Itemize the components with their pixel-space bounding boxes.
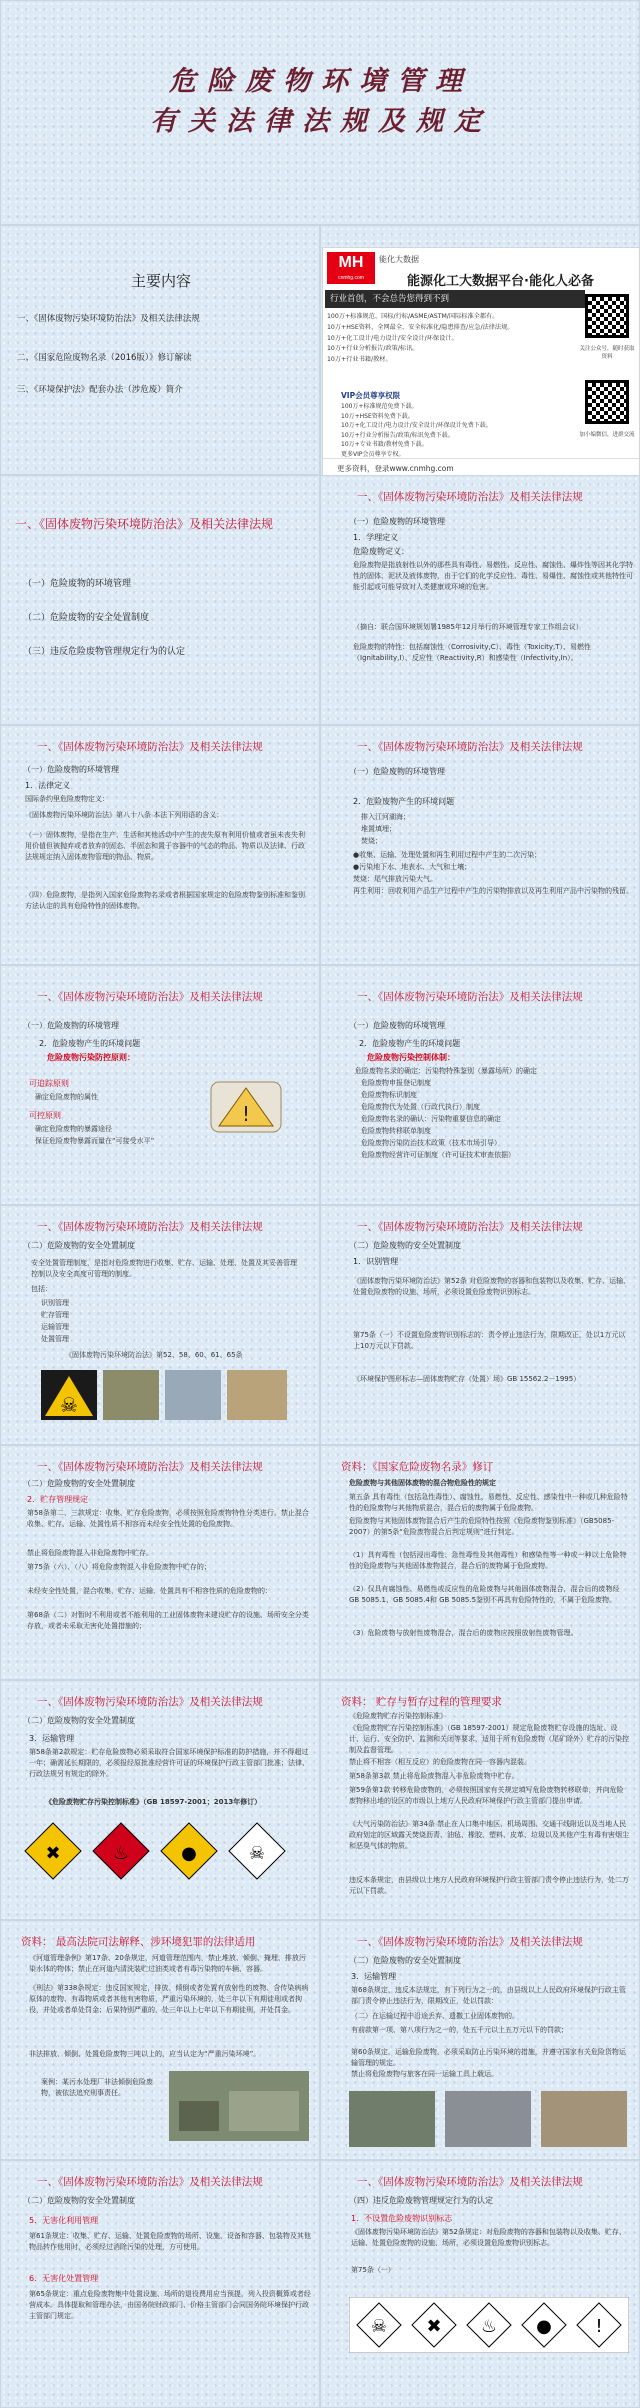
s9-sub: （二）危险废物的安全处置制度 — [23, 1479, 135, 1488]
svg-text:♨: ♨ — [480, 2316, 498, 2337]
s10-line-6: （3）危险废物与放射性废物混合，混合后的废物应按照放射性废物管理。 — [349, 1629, 578, 1637]
s3-line-4: （一）固体废物，是指在生产、生活和其他活动中产生的丧失原有利用价值或者虽未丧失利用价值但被抛弃或者放弃的固态、半固态和置于容器中的气态的物品、物质以及法律、行政法规规定纳入固体废物管理的物品、物质。 — [25, 831, 305, 861]
s11-line-3: 《危险废物贮存污染控制标准》（GB 18597-2001；2013年修订） — [45, 1798, 262, 1806]
transport-photos-row — [349, 2091, 629, 2147]
s8-line-4: 《环境保护图形标志—固体废物贮存（处置）场》GB 15562.2－1995） — [353, 1375, 581, 1383]
ad-feature-2: 10万+HSE资料，全网最全、安全标准化/隐患排查/应急/法律法规。 — [327, 323, 514, 331]
vip-item-3: 10万+化工设计/电力设计/安全设计/环保设计免费下载。 — [341, 422, 492, 429]
s1-item-1: （一）危险废物的环境管理 — [23, 579, 132, 589]
s4-line-5: ●收集、运输、处理处置和再生利用过程中产生的二次污染； — [353, 851, 542, 859]
s4-sub: （一）危险废物的环境管理 — [349, 767, 445, 776]
s6-line-9: 危险废物污染防治技术政策（技术市场引导） — [361, 1139, 501, 1147]
s7-line-7: 《固体废物污染环境防治法》第52、58、60、61、65条 — [65, 1351, 243, 1359]
s6-line-7: 危险废物名录的确认：污染物重要信息的确定 — [361, 1115, 501, 1123]
s2-line-5: 危险废物的特性：包括腐蚀性（Corrosivity,C）、毒性（Toxicity,T）、易燃性（Ignitability,I）、反应性（Reactivity,R）和感染性（Infectivity,In）。 — [353, 643, 592, 662]
s5-line-3: 可追踪原则 — [29, 1079, 69, 1088]
svg-text:●: ● — [536, 2316, 552, 2337]
toc-item-2-text: 二、《国家危险废物名录（2016版）》修订解读 — [17, 353, 192, 363]
svg-text:☠: ☠ — [60, 1393, 78, 1417]
vip-list — [341, 402, 492, 459]
s5-line-7: 保证危险废物暴露而量在“可接受水平” — [35, 1137, 155, 1145]
s6-line-5: 危险废物标识制度 — [361, 1091, 417, 1099]
slide-s11 — [0, 1680, 320, 1920]
s5-line-4: 确定危险废物的属性 — [35, 1093, 98, 1101]
s6-line-6: 危险废物代为处置（行政代执行）制度 — [361, 1103, 480, 1111]
slide-s6 — [320, 965, 640, 1205]
s13-line-1: 《河道管理条例》第17条、20条规定，河道管理范围内，禁止堆放、倾倒、掩埋、排放污染水体的物体；禁止在河道内清洗装贮过油类或者有毒污染物的车辆、容器。 — [29, 1954, 306, 1973]
toc-item-3-text: 三、《环境保护法》配套办法（涉危废）简介 — [17, 385, 183, 395]
hazard-symbol-row — [349, 2297, 629, 2353]
s2-line-4: （摘自：联合国环境规划署1985年12月举行的环境管理专家工作组会议） — [353, 623, 583, 631]
vip-item-4: 10万+行业分析报告/政策/标讯免费下载。 — [341, 431, 454, 439]
s10-line-1: 危险废物与其他固体废物的混合物危险性的规定 — [349, 1479, 496, 1487]
s7-line-5: 运输管理 — [41, 1323, 69, 1331]
brand-name: 能化大数据 — [379, 255, 419, 264]
s5-line-1: 2．危险废物产生的环境问题 — [39, 1039, 141, 1048]
s4-line-4: 焚烧； — [361, 837, 382, 845]
s7-line-3: 识别管理 — [41, 1299, 69, 1307]
s5-header: 一、《固体废物污染环境防治法》及相关法律法规 — [37, 991, 263, 1003]
s6-header: 一、《固体废物污染环境防治法》及相关法律法规 — [357, 991, 583, 1003]
s9-line-1: 2．贮存管理规定 — [27, 1495, 89, 1504]
s12-line-2: 《危险废物贮存污染控制标准》（GB 18597-2001）规定危险废物贮存设施的选址、设计、运行、安全防护、监测和关闭等要求，适用于所有危险废物（尾矿除外）贮存的污染控制及监督管理。 — [349, 1724, 629, 1754]
s10-line-4: （1）具有毒性（包括浸出毒性、急性毒性及其他毒性）和感染性等一种或一种以上危险特性的危险废物与其他固体废物混合，混合后的废物属于危险废物。 — [349, 1551, 627, 1570]
svg-text:♨: ♨ — [112, 1843, 130, 1864]
s3-line-2: 国际条约里危险废物定义： — [25, 795, 109, 803]
slide-s16 — [320, 2160, 640, 2408]
s16-line-1: 1．不设置危险废物识别标志 — [351, 2214, 453, 2223]
vip-item-6: 更多VIP会员尊享专权。 — [341, 450, 405, 458]
s14-line-6: 禁止将危险废物与旅客在同一运输工具上载运。 — [351, 2070, 498, 2078]
slide-s3 — [0, 725, 320, 965]
s9-line-6: 第68条（二）对暂时不利用或者不能利用的工业固体废物未建设贮存的设施、场所安全分类存放，或者未采取无害化处置措施的； — [27, 1611, 309, 1630]
s15-line-3: 6．无害化处置管理 — [29, 2274, 99, 2283]
s7-line-1: 安全处置管理制度，是指对危险废物进行收集、贮存、运输、处理、处置及其妥善管理控制以及安全高度可管理的制度。 — [31, 1259, 297, 1278]
s12-line-3: 禁止将不相容（相互反应）的危险废物在同一容器内混装。 — [349, 1758, 531, 1766]
s8-header: 一、《固体废物污染环境防治法》及相关法律法规 — [357, 1221, 583, 1233]
s14-line-4: 有前款第一项、第八项行为之一的，处五千元以上五万元以下的罚款； — [351, 2026, 568, 2034]
s15-line-4: 第65条规定：重点危险废物集中处置设施、场所的退役费用应当预提，列入投资概算或者经营成本。具体提取和管理办法，由国务院财政部门、价格主管部门会同国务院环境保护行政主管部门规定。 — [29, 2290, 311, 2320]
brand-logo — [327, 252, 375, 284]
s4-header: 一、《固体废物污染环境防治法》及相关法律法规 — [357, 741, 583, 753]
s4-line-2: 排入江河湖海； — [361, 813, 410, 821]
svg-text:✖: ✖ — [45, 1843, 61, 1864]
slide-s15 — [0, 2160, 320, 2408]
ad-feature-1: 100万+标准规范、国标/行标/ASME/ASTM/国际标准全都有。 — [327, 313, 499, 320]
slide-s8 — [320, 1205, 640, 1445]
qr-caption-2: 加小编微信，进群交流 — [579, 432, 635, 438]
ad-feature-5: 10万+行业书籍/教材。 — [327, 356, 392, 364]
s1-item-3: （三）违反危险废物管理规定行为的认定 — [23, 647, 186, 657]
ad-footer-link[interactable]: 更多资料，登录www.cnmhg.com — [323, 458, 639, 478]
s6-line-2: 危险废物污染控制体制： — [367, 1053, 455, 1062]
s1-item-2: （二）危险废物的安全处置制度 — [23, 613, 150, 623]
slide-s12 — [320, 1680, 640, 1920]
qr-code-editor[interactable] — [585, 380, 629, 424]
svg-text:!: ! — [595, 2316, 603, 2337]
s11-line-2: 第58条第2款规定：贮存危险废物必须采取符合国家环境保护标准的防护措施，并不得超过一年；确需延长期限的，必须报经原批准经营许可证的环境保护行政主管部门批准；法律、行政法规另有规定的除外。 — [29, 1748, 309, 1778]
ad-feature-4: 10万+行业分析报告/政策/标讯。 — [327, 345, 419, 353]
s7-line-4: 贮存管理 — [41, 1311, 69, 1319]
s3-line-5: （四）危险废物，是指列入国家危险废物名录或者根据国家规定的危险废物鉴别标准和鉴别方法认定的具有危险特性的固体废物。 — [25, 891, 305, 910]
s12-line-4: 第58条第3款 禁止将危险废物混入非危险废物中贮存。 — [349, 1772, 519, 1780]
s14-line-3: （二）在运输过程中沿途丢弃、遗撒工业固体废物的。 — [351, 2012, 519, 2020]
s14-header: 一、《固体废物污染环境防治法》及相关法律法规 — [357, 1936, 583, 1948]
s5-sub: （一）危险废物的环境管理 — [23, 1021, 119, 1030]
s2-sub: （一）危险废物的环境管理 — [349, 517, 445, 526]
svg-text:☠: ☠ — [248, 1843, 266, 1864]
s6-sub: （一）危险废物的环境管理 — [349, 1021, 445, 1030]
s15-header: 一、《固体废物污染环境防治法》及相关法律法规 — [37, 2176, 263, 2188]
svg-text:!: ! — [241, 1102, 251, 1126]
s3-sub: （一）危险废物的环境管理 — [23, 765, 119, 774]
s10-line-2: 第五条 具有毒性（包括急性毒性）、腐蚀性、易燃性、反应性、感染性中一种或几种危险特性的危险废物与其他物质混合，混合后的废物属于危险废物。 — [349, 1493, 628, 1512]
s6-line-4: 危险废物申报登记制度 — [361, 1079, 431, 1087]
s6-line-10: 危险废物经营许可证制度（许可证技术审查依据） — [361, 1151, 515, 1159]
brand-slogan: 能源化工大数据平台·能化人必备 — [407, 274, 594, 289]
s9-header: 一、《固体废物污染环境防治法》及相关法律法规 — [37, 1461, 263, 1473]
s9-line-3: 禁止将危险废物混入非危险废物中贮存。 — [27, 1549, 153, 1557]
s12-line-6: 《大气污染防治法》第34条 禁止在人口集中地区、机场周围、交通干线附近以及当地人民政府划定的区域露天焚烧沥青、油毡、橡胶、塑料、皮革、垃圾以及其他产生有毒有害烟尘和恶臭气体的物质。 — [349, 1820, 629, 1850]
svg-text:☠: ☠ — [370, 2316, 388, 2337]
s8-sub: （二）危险废物的安全处置制度 — [349, 1241, 461, 1250]
s9-line-4: 第75条（六）、（八）将危险废物混入非危险废物中贮存的； — [27, 1563, 211, 1571]
s4-line-1: 2．危险废物产生的环境问题 — [353, 797, 455, 806]
svg-text:✖: ✖ — [426, 2316, 442, 2337]
s12-line-5: 第59条第1款 转移危险废物的，必须按照国家有关规定填写危险废物转移联单，并向危险废物移出地的设区的市级以上地方人民政府环境保护行政主管部门提出申请。 — [349, 1786, 624, 1805]
s3-line-3: 《固体废物污染环境防治法》第八十八条 本法下列用语的含义： — [25, 811, 224, 819]
title-line-1: 危险废物环境管理 — [169, 66, 473, 97]
s13-header: 资料： 最高法院司法解释、涉环境犯罪的法律适用 — [21, 1936, 256, 1948]
slide-s5 — [0, 965, 320, 1205]
s15-line-1: 5．无害化利用管理 — [29, 2216, 99, 2225]
slide-s1 — [0, 475, 320, 725]
slide-s7 — [0, 1205, 320, 1445]
s10-header: 资料：《国家危险废物名录》修订 — [341, 1461, 494, 1473]
s5-line-5: 可控原则 — [29, 1111, 61, 1120]
s9-line-5: 未经安全性处置，混合收集、贮存、运输、处置具有不相容性质的危险废物的： — [27, 1587, 272, 1595]
s10-line-5: （2）仅具有腐蚀性、易燃性或反应性的危险废物与其他固体废物混合，混合后的废物经GB 5085.1、GB 5085.4和 GB 5085.5鉴别不再具有危险特性的，不属于危险废物。 — [349, 1585, 620, 1604]
s11-line-1: 3．运输管理 — [29, 1734, 75, 1743]
s4-line-6: ●污染地下水、地表水、大气和土壤； — [353, 863, 472, 871]
s6-line-3: 危险废物名录的确定：污染物特殊鉴别（暴露场所）的确定 — [355, 1067, 537, 1075]
s6-line-8: 危险废物转移联单制度 — [361, 1127, 431, 1135]
s16-line-3: 第75条（一） — [351, 2266, 395, 2274]
slide-s13 — [0, 1920, 320, 2160]
slide-s14 — [320, 1920, 640, 2160]
case-photo — [169, 2071, 309, 2141]
s4-line-3: 堆置填埋； — [361, 825, 396, 833]
s15-line-2: 第61条规定：收集、贮存、运输、处置危险废物的场所、设施、设备和容器、包装物及其他物品转作他用时，必须经过消除污染的处理，方可使用。 — [29, 2232, 311, 2251]
s14-line-1: 3．运输管理 — [351, 1972, 397, 1981]
ad-feature-list — [327, 312, 514, 366]
svg-text:●: ● — [181, 1843, 197, 1864]
brand-logo-text: MH — [338, 254, 364, 271]
qr-caption-1: 关注公众号，随时获取资料 — [579, 346, 635, 360]
s9-line-2: 第58条第二、三款规定：收集、贮存危险废物，必须按照危险废物特性分类进行。禁止混合收集、贮存、运输、处置性质不相容而未经安全性处置的危险废物。 — [27, 1509, 309, 1528]
slide-s2 — [320, 475, 640, 725]
s5-line-6: 确定危险废物的暴露途径 — [35, 1125, 112, 1133]
slide-s4 — [320, 725, 640, 965]
s14-sub: （二）危险废物的安全处置制度 — [349, 1956, 461, 1965]
s3-header: 一、《固体废物污染环境防治法》及相关法律法规 — [37, 741, 263, 753]
toc-slide — [0, 225, 320, 475]
s10-line-3: 危险废物与其他固体废物混合后产生的危险特性按照《危险废物鉴别标准》（GB5085-2007）的第5条“危险废物混合后判定规则”进行判定。 — [349, 1517, 615, 1536]
s8-line-3: 第75条（一）不设置危险废物识别标志的：责令停止违法行为，限期改正，处以1万元以上10万元以下罚款。 — [353, 1331, 626, 1350]
qr-code-wechat-official[interactable] — [585, 294, 629, 338]
vip-item-2: 10万+HSE资料免费下载。 — [341, 412, 414, 420]
s13-line-3: 非法排放、倾倒、处置危险废物三吨以上的，应当认定为“严重污染环境”。 — [29, 2050, 261, 2058]
s11-sub: （二）危险废物的安全处置制度 — [23, 1716, 135, 1725]
s8-line-1: 1．识别管理 — [353, 1257, 399, 1266]
toc-heading: 主要内容 — [130, 272, 191, 290]
ad-tagline: 行业首创，不会总告您得到不到 — [330, 294, 450, 304]
s13-line-4: 案例：某污水处理厂非法倾倒危险废物，被依法追究刑事责任。 — [41, 2078, 153, 2097]
slide-s9 — [0, 1445, 320, 1680]
warning-signs-row — [41, 1366, 291, 1422]
s7-sub: （二）危险废物的安全处置制度 — [23, 1241, 135, 1250]
s15-sub: （二）危险废物的安全处置制度 — [23, 2196, 135, 2205]
s7-header: 一、《固体废物污染环境防治法》及相关法律法规 — [37, 1221, 263, 1233]
s2-header: 一、《固体废物污染环境防治法》及相关法律法规 — [357, 491, 583, 503]
s16-sub: （四）违反危险废物管理规定行为的认定 — [349, 2196, 493, 2205]
s13-line-2: 《刑法》第338条规定：违反国家规定，排放、倾倒或者处置有放射性的废物、含传染病病原体的废物、有毒物质或者其他有害物质，严重污染环境的，处三年以下有期徒刑或者拘役，并处或者单处罚金；后果特别严重的，处三年以上七年以下有期徒刑，并处罚金。 — [29, 1984, 309, 2014]
toc-item-2 — [17, 352, 313, 365]
s4-line-7: 焚烧：尾气排放污染大气。 — [353, 875, 437, 883]
vip-title: VIP会员尊享权限 — [341, 391, 401, 400]
s16-header: 一、《固体废物污染环境防治法》及相关法律法规 — [357, 2176, 583, 2188]
ad-panel[interactable] — [322, 247, 640, 479]
s12-line-7: 违反本条规定，由县级以上地方人民政府环境保护行政主管部门责令停止违法行为，处二万元以下罚款。 — [349, 1876, 629, 1895]
brand-logo-sub: cnmhg.com — [338, 275, 364, 281]
s2-line-1: 1．学理定义 — [353, 533, 399, 542]
s14-line-2: 第68条规定，违反本法规定，有下列行为之一的，由县级以上人民政府环境保护行政主管部门责令停止违法行为，限期改正，处以罚款： — [351, 1986, 626, 2005]
s7-line-6: 处置管理 — [41, 1335, 69, 1343]
toc-item-3 — [17, 384, 313, 397]
s14-line-5: 第60条规定，运输危险废物，必须采取防止污染环境的措施，并遵守国家有关危险货物运输管理的规定。 — [351, 2048, 626, 2067]
s12-line-1: 《危险废物贮存污染控制标准》 — [349, 1712, 447, 1720]
s8-line-2: 《固体废物污染环境防治法》第52条 对危险废物的容器和包装物以及收集、贮存、运输、处置危险废物的设施、场所，必须设置危险废物识别标志。 — [353, 1277, 631, 1296]
risk-badge-illustration — [207, 1076, 285, 1136]
s16-line-2: 《固体废物污染环境防治法》第52条规定：对危险废物的容器和包装物以及收集、贮存、运输、处置危险废物的设施、场所，必须设置危险废物识别标志。 — [351, 2228, 626, 2247]
title-line-2: 有关法律法规及规定 — [150, 106, 492, 137]
s7-line-2: 包括： — [31, 1285, 52, 1293]
ad-tagline-bar — [325, 290, 585, 308]
title-slide — [0, 0, 640, 225]
s12-header: 资料： 贮存与暂存过程的管理要求 — [341, 1696, 502, 1708]
s4-line-8: 再生利用：回收利用产品生产过程中产生的污染物排放以及再生利用产品中污染物的残留。 — [353, 887, 633, 895]
vip-item-1: 100万+标准规范免费下载。 — [341, 403, 418, 410]
vip-item-5: 10万+专业书籍/教材免费下载。 — [341, 441, 428, 448]
s1-header: 一、《固体废物污染环境防治法》及相关法律法规 — [15, 517, 274, 531]
s3-line-1: 1．法律定义 — [25, 781, 71, 790]
s2-line-3: 危险废物是指放射性以外的那些具有毒性、易燃性、反应性、腐蚀性、爆炸性等因其化学特性的固体、泥状及液体废物，由于它们的化学反应性、毒性、易爆性、腐蚀性或其他特性可能引起或可能导致对人类健康或环境的危害。 — [353, 561, 633, 591]
toc-item-1: 一、《固体废物污染环境防治法》及相关法律法规 — [17, 314, 200, 324]
s5-line-2: 危险废物污染防控原则： — [47, 1053, 135, 1062]
ad-feature-3: 10万+化工设计/电力设计/安全设计/环保设计。 — [327, 334, 458, 342]
s6-line-1: 2．危险废物产生的环境问题 — [359, 1039, 461, 1048]
s11-header: 一、《固体废物污染环境防治法》及相关法律法规 — [37, 1696, 263, 1708]
s2-line-2: 危险废物定义： — [353, 547, 409, 556]
hazard-labels-row — [21, 1819, 311, 1883]
slide-s10 — [320, 1445, 640, 1680]
